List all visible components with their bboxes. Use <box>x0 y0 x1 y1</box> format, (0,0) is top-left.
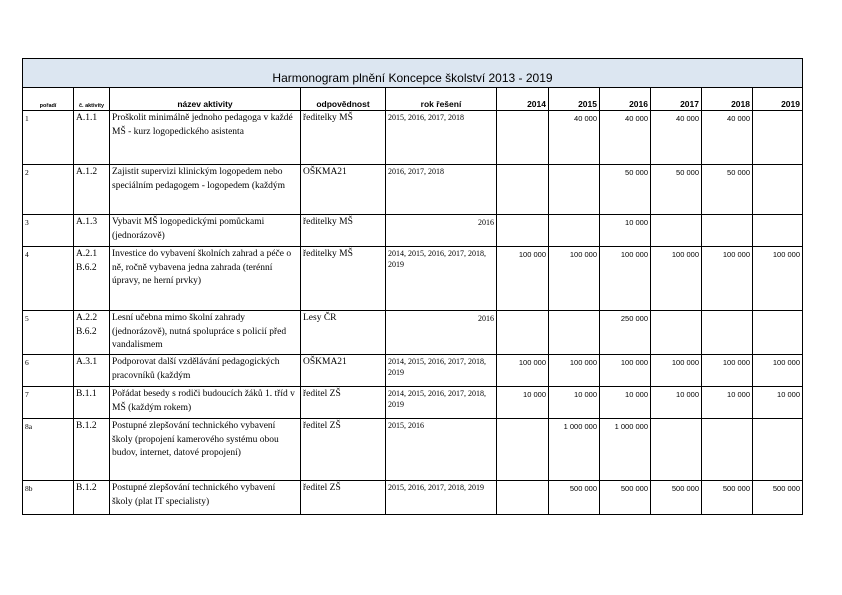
cell-2016: 100 000 <box>600 355 651 387</box>
header-poradi: pořadí <box>23 88 74 111</box>
cell-poradi: 4 <box>23 247 74 311</box>
cell-2014: 100 000 <box>497 355 549 387</box>
table-row <box>23 355 803 387</box>
cell-rok: 2015, 2016, 2017, 2018 <box>386 111 497 165</box>
cell-2015: 10 000 <box>549 387 600 419</box>
cell-odpovednost: ředitel ZŠ <box>301 387 386 419</box>
cell-2016: 500 000 <box>600 481 651 515</box>
table-row <box>23 165 803 215</box>
cell-2018: 40 000 <box>702 111 753 165</box>
cell-rok: 2015, 2016, 2017, 2018, 2019 <box>386 481 497 515</box>
cell-2015 <box>549 311 600 355</box>
cell-2018 <box>702 215 753 247</box>
header-2017: 2017 <box>651 88 702 111</box>
cell-2016: 50 000 <box>600 165 651 215</box>
cell-2014 <box>497 481 549 515</box>
cell-2017: 50 000 <box>651 165 702 215</box>
cell-2015: 100 000 <box>549 355 600 387</box>
cell-2019: 100 000 <box>753 247 803 311</box>
cell-nazev: Lesní učebna mimo školní zahrady (jednorázově), nutná spolupráce s policií před vandalismem <box>110 311 301 355</box>
cell-2018 <box>702 311 753 355</box>
cell-cislo: B.1.2 <box>74 419 110 481</box>
cell-2017: 100 000 <box>651 247 702 311</box>
header-2016: 2016 <box>600 88 651 111</box>
cell-rok: 2016, 2017, 2018 <box>386 165 497 215</box>
cell-nazev: Investice do vybavení školních zahrad a péče o ně, ročně vybavena jedna zahrada (terénní úpravy, ne herní prvky) <box>110 247 301 311</box>
cell-poradi: 1 <box>23 111 74 165</box>
table-title: Harmonogram plnění Koncepce školství 2013 - 2019 <box>23 59 803 88</box>
cell-rok: 2014, 2015, 2016, 2017, 2018, 2019 <box>386 387 497 419</box>
cell-2018: 50 000 <box>702 165 753 215</box>
cell-2019: 10 000 <box>753 387 803 419</box>
cell-2018: 100 000 <box>702 355 753 387</box>
cell-rok: 2014, 2015, 2016, 2017, 2018, 2019 <box>386 247 497 311</box>
cell-2019: 500 000 <box>753 481 803 515</box>
cell-2018: 10 000 <box>702 387 753 419</box>
cell-poradi: 8b <box>23 481 74 515</box>
cell-2014 <box>497 111 549 165</box>
cell-nazev: Vybavit MŠ logopedickými pomůckami (jednorázově) <box>110 215 301 247</box>
cell-2015: 1 000 000 <box>549 419 600 481</box>
cell-2019 <box>753 111 803 165</box>
cell-cislo: B.1.1 <box>74 387 110 419</box>
cell-rok: 2014, 2015, 2016, 2017, 2018, 2019 <box>386 355 497 387</box>
cell-2014 <box>497 165 549 215</box>
cell-2017 <box>651 311 702 355</box>
cell-2018: 100 000 <box>702 247 753 311</box>
header-2019: 2019 <box>753 88 803 111</box>
cell-2016: 1 000 000 <box>600 419 651 481</box>
cell-nazev: Postupné zlepšování technického vybavení školy (plat IT specialisty) <box>110 481 301 515</box>
cell-2015 <box>549 165 600 215</box>
cell-2016: 100 000 <box>600 247 651 311</box>
cell-nazev: Zajistit supervizi klinickým logopedem nebo speciálním pedagogem - logopedem (každým <box>110 165 301 215</box>
cell-2015 <box>549 215 600 247</box>
cell-2018: 500 000 <box>702 481 753 515</box>
schedule-table <box>22 58 803 515</box>
header-2014: 2014 <box>497 88 549 111</box>
cell-2019 <box>753 419 803 481</box>
header-rok: rok řešení <box>386 88 497 111</box>
cell-cislo: A.1.3 <box>74 215 110 247</box>
cell-2017: 500 000 <box>651 481 702 515</box>
table-row <box>23 247 803 311</box>
cell-2016: 250 000 <box>600 311 651 355</box>
cell-nazev: Postupné zlepšování technického vybavení školy (propojení kamerového systému obou budov, internet, datové propojení) <box>110 419 301 481</box>
cell-rok: 2016 <box>386 311 497 355</box>
cell-odpovednost: Lesy ČR <box>301 311 386 355</box>
cell-odpovednost: ředitelky MŠ <box>301 247 386 311</box>
cell-2014 <box>497 311 549 355</box>
header-cislo: č. aktivity <box>74 88 110 111</box>
cell-odpovednost: ředitelky MŠ <box>301 215 386 247</box>
cell-2019 <box>753 311 803 355</box>
cell-odpovednost: ředitel ZŠ <box>301 419 386 481</box>
cell-2014: 10 000 <box>497 387 549 419</box>
cell-2016: 10 000 <box>600 215 651 247</box>
table-row <box>23 387 803 419</box>
cell-2015: 40 000 <box>549 111 600 165</box>
cell-2016: 10 000 <box>600 387 651 419</box>
table-row <box>23 111 803 165</box>
cell-2014 <box>497 215 549 247</box>
cell-2019 <box>753 165 803 215</box>
cell-poradi: 2 <box>23 165 74 215</box>
table-row <box>23 215 803 247</box>
header-2015: 2015 <box>549 88 600 111</box>
schedule-sheet <box>22 58 803 515</box>
header-odpovednost: odpovědnost <box>301 88 386 111</box>
cell-poradi: 8a <box>23 419 74 481</box>
cell-poradi: 6 <box>23 355 74 387</box>
cell-2017 <box>651 419 702 481</box>
cell-odpovednost: OŠKMA21 <box>301 355 386 387</box>
cell-cislo: A.1.1 <box>74 111 110 165</box>
cell-cislo: A.2.2 B.6.2 <box>74 311 110 355</box>
table-row <box>23 419 803 481</box>
cell-odpovednost: ředitel ZŠ <box>301 481 386 515</box>
table-row <box>23 311 803 355</box>
header-2018: 2018 <box>702 88 753 111</box>
cell-cislo: A.1.2 <box>74 165 110 215</box>
cell-2017 <box>651 215 702 247</box>
cell-poradi: 3 <box>23 215 74 247</box>
cell-nazev: Proškolit minimálně jednoho pedagoga v každé MŠ - kurz logopedického asistenta <box>110 111 301 165</box>
table-row <box>23 481 803 515</box>
cell-poradi: 7 <box>23 387 74 419</box>
cell-cislo: A.2.1 B.6.2 <box>74 247 110 311</box>
header-row <box>23 88 803 111</box>
cell-cislo: A.3.1 <box>74 355 110 387</box>
cell-odpovednost: ředitelky MŠ <box>301 111 386 165</box>
cell-rok: 2016 <box>386 215 497 247</box>
cell-rok: 2015, 2016 <box>386 419 497 481</box>
cell-2019: 100 000 <box>753 355 803 387</box>
cell-2017: 100 000 <box>651 355 702 387</box>
cell-2014 <box>497 419 549 481</box>
header-nazev: název aktivity <box>110 88 301 111</box>
cell-2016: 40 000 <box>600 111 651 165</box>
cell-poradi: 5 <box>23 311 74 355</box>
cell-odpovednost: OŠKMA21 <box>301 165 386 215</box>
cell-nazev: Podporovat další vzdělávání pedagogických pracovníků (každým <box>110 355 301 387</box>
cell-2015: 500 000 <box>549 481 600 515</box>
cell-nazev: Pořádat besedy s rodiči budoucích žáků 1. tříd v MŠ (každým rokem) <box>110 387 301 419</box>
cell-cislo: B.1.2 <box>74 481 110 515</box>
cell-2015: 100 000 <box>549 247 600 311</box>
cell-2017: 10 000 <box>651 387 702 419</box>
cell-2014: 100 000 <box>497 247 549 311</box>
cell-2019 <box>753 215 803 247</box>
cell-2018 <box>702 419 753 481</box>
cell-2017: 40 000 <box>651 111 702 165</box>
